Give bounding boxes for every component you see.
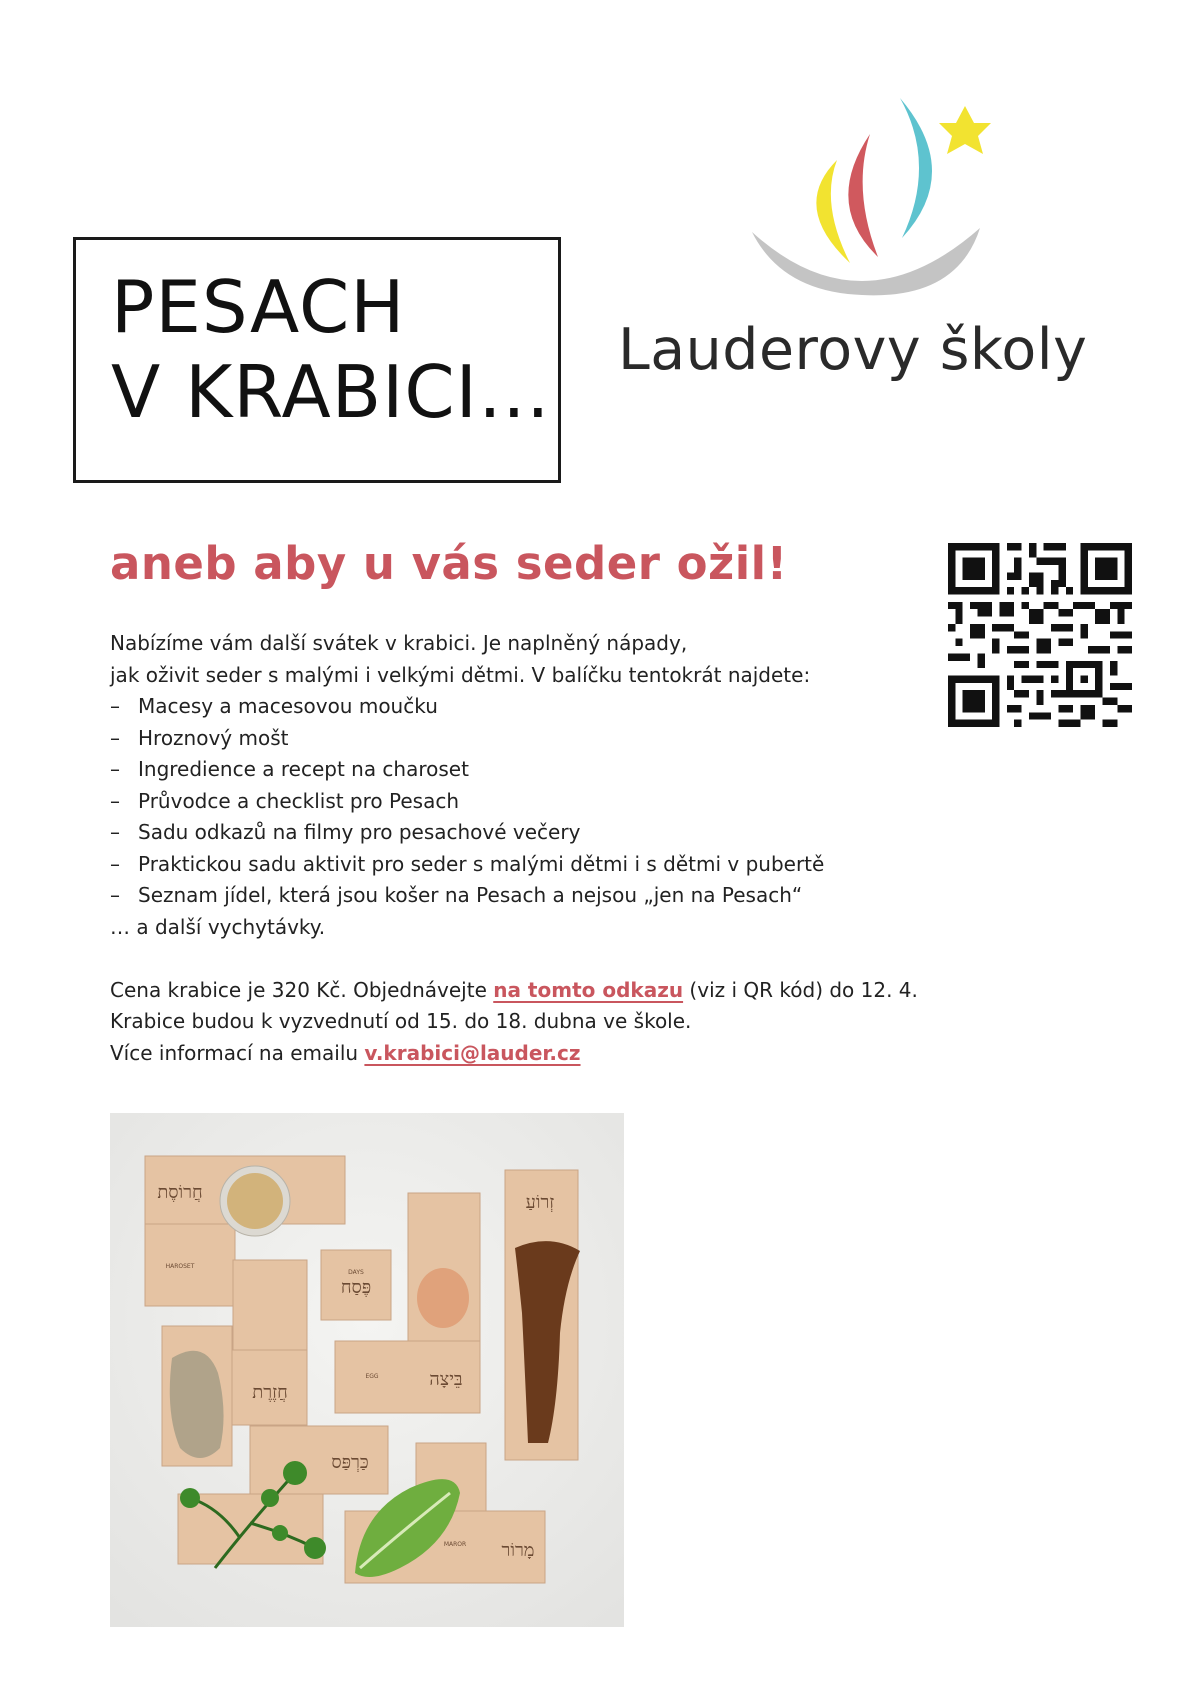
egg-small-label: EGG	[365, 1373, 379, 1380]
price-text: Cena krabice je 320 Kč. Objednávejte	[110, 977, 494, 1002]
title-line-1: PESACH	[111, 265, 406, 349]
list-item: – Hroznový mošt	[110, 723, 990, 755]
title-line-2: V KRABICI…	[111, 350, 551, 434]
intro-line-1: Nabízíme vám další svátek v krabici. Je naplněný nápady,	[110, 631, 688, 655]
list-item: – Seznam jídel, která jsou košer na Pesach a nejsou „jen na Pesach“	[110, 880, 990, 912]
list-item: – Ingredience a recept na charoset	[110, 754, 990, 786]
contents-list	[110, 691, 990, 912]
title-box	[73, 237, 561, 483]
chazeret-label: חֲזֶרֶת	[252, 1382, 288, 1403]
email-link[interactable]: v.krabici@lauder.cz	[364, 1040, 581, 1065]
contact-text: Více informací na emailu	[110, 1040, 365, 1065]
order-link[interactable]: na tomto odkazu	[493, 977, 684, 1002]
outro-line: … a další vychytávky.	[110, 914, 326, 939]
contact-line	[110, 1038, 990, 1070]
pesach-label: פֶּסַח	[340, 1277, 372, 1298]
beitza-label: בֵּיצָה	[429, 1369, 463, 1390]
logo-text: Lauderovy školy	[618, 317, 1088, 383]
charoset-label: חֲרוֹסֶת	[157, 1182, 203, 1203]
maror-label: מָרוֹר	[501, 1540, 535, 1561]
list-item: – Praktickou sadu aktivit pro seder s malými dětmi i s dětmi v pubertě	[110, 849, 990, 881]
price-deadline: (viz i QR kód) do 12. 4.	[683, 977, 918, 1002]
maror-small-label: MAROR	[443, 1541, 467, 1548]
intro-line-2: jak oživit seder s malými i velkými dětmi. V balíčku tentokrát najdete:	[110, 662, 811, 687]
pickup-line: Krabice budou k vyzvednutí od 15. do 18. dubna ve škole.	[110, 1009, 692, 1033]
body-text	[110, 628, 990, 1069]
zroa-label: זְרוֹעַ	[525, 1192, 555, 1213]
karpas-label: כַּרְפַּס	[331, 1452, 369, 1473]
price-line	[110, 975, 990, 1007]
haroset-small-label: HAROSET	[165, 1263, 195, 1270]
seder-plate-photo	[110, 1113, 624, 1627]
list-item: – Průvodce a checklist pro Pesach	[110, 786, 990, 818]
list-item: – Macesy a macesovou moučku	[110, 691, 990, 723]
days-small-label: DAYS	[348, 1269, 364, 1276]
list-item: – Sadu odkazů na filmy pro pesachové večery	[110, 817, 990, 849]
tagline: aneb aby u vás seder ožil!	[110, 537, 788, 590]
